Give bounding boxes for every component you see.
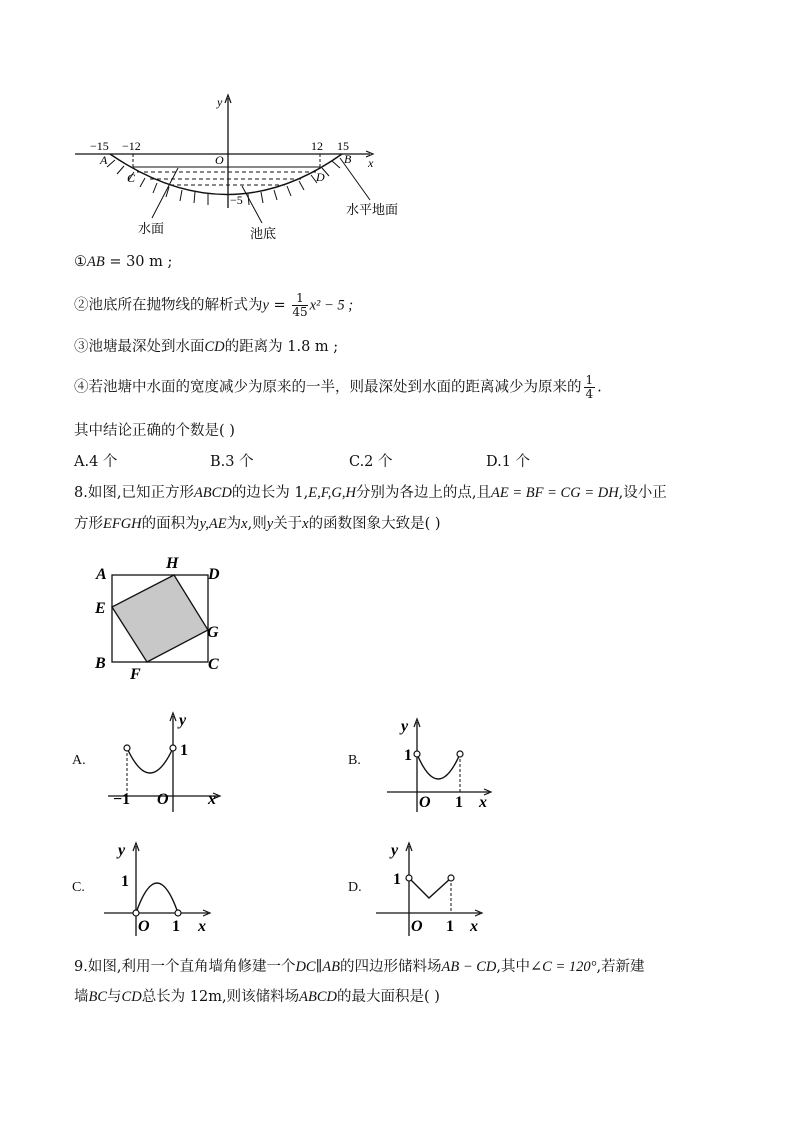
label-water: 水面 [138, 221, 165, 236]
graph-b-x: x [479, 794, 487, 811]
graph-d-one-x: 1 [446, 918, 454, 935]
graph-c-one-x: 1 [172, 918, 180, 935]
label-neg5: −5 [230, 193, 243, 207]
square-label-a: A [96, 566, 107, 583]
q7-option-d[interactable]: D.1 个 [486, 454, 531, 470]
q8-option-c-label[interactable]: C. [72, 880, 85, 895]
graph-b-o: O [419, 794, 431, 811]
label-a: A [100, 153, 108, 167]
square-label-g: G [207, 624, 219, 641]
graph-option-b[interactable] [383, 714, 503, 824]
graph-d-o: O [411, 918, 423, 935]
graph-c-o: O [138, 918, 150, 935]
label-x: x [368, 156, 374, 170]
q7-option-a[interactable]: A.4 个 [74, 454, 118, 470]
label-b: B [344, 152, 352, 166]
square-label-e: E [95, 600, 106, 617]
q7-stem: 其中结论正确的个数是( ) [74, 423, 235, 439]
q8-option-d-label[interactable]: D. [348, 880, 362, 895]
graph-d-x: x [470, 918, 478, 935]
label-neg12: −12 [122, 139, 141, 153]
graph-b-one: 1 [404, 747, 412, 764]
graph-b-y: y [401, 718, 409, 735]
graph-c-x: x [198, 918, 206, 935]
graph-a-o: O [157, 791, 169, 808]
label-d: D [316, 170, 325, 184]
label-c: C [127, 171, 136, 185]
q7-option-c[interactable]: C.2 个 [349, 454, 393, 470]
square-label-d: D [208, 566, 220, 583]
graph-c-y: y [118, 842, 126, 859]
graph-a-neg1: −1 [113, 791, 131, 808]
label-neg15: −15 [90, 139, 109, 153]
graph-option-d[interactable] [372, 838, 497, 948]
graph-option-a[interactable] [100, 708, 230, 818]
statement-2: ②池底所在抛物线的解析式为y = $\frac{1}{45}$ x² − 5 ; [74, 291, 354, 319]
pond-figure [70, 90, 420, 245]
label-origin: O [215, 153, 224, 167]
q8-option-a-label[interactable]: A. [72, 753, 86, 768]
q8-option-b-label[interactable]: B. [348, 753, 361, 768]
label-ground: 水平地面 [346, 202, 399, 217]
graph-a-y: y [179, 712, 187, 729]
graph-a-one: 1 [180, 742, 188, 759]
graph-c-one: 1 [121, 873, 129, 890]
statement-4: ④若池塘中水面的宽度减少为原来的一半，则最深处到水面的距离减少为原来的 $\frac{1}{4}$ . [74, 373, 602, 401]
label-pos15: 15 [337, 139, 349, 153]
graph-option-c[interactable] [100, 838, 225, 948]
label-bottom: 池底 [250, 226, 277, 241]
square-label-h: H [166, 555, 179, 572]
square-label-f: F [130, 666, 141, 682]
q7-option-b[interactable]: B.3 个 [210, 454, 254, 470]
fraction-1-4: $\frac{1}{4}$ [585, 373, 594, 401]
square-figure [90, 552, 235, 682]
statement-3: ③池塘最深处到水面CD的距离为 1.8 m ; [74, 339, 339, 355]
graph-a-x: x [208, 791, 216, 808]
square-label-c: C [208, 656, 219, 673]
graph-d-one: 1 [393, 871, 401, 888]
graph-b-one-x: 1 [455, 794, 463, 811]
label-pos12: 12 [311, 139, 323, 153]
statement-1: ①AB = 30 m ; [74, 254, 173, 270]
q8-stem-line2: 方形EFGH的面积为y,AE为x,则y关于x的函数图象大致是( ) [74, 516, 441, 532]
q9-stem-line1: 9.如图,利用一个直角墙角修建一个DC∥AB的四边形储料场AB − CD,其中∠C = 120°,若新建 [74, 959, 645, 975]
square-label-b: B [95, 655, 106, 672]
fraction-1-45: $\frac{1}{45}$ [292, 291, 308, 319]
q8-stem-line1: 8.如图,已知正方形ABCD的边长为 1,E,F,G,H分别为各边上的点,且AE = BF = CG = DH,设小正 [74, 485, 667, 501]
q9-stem-line2: 墙BC与CD总长为 12m,则该储料场ABCD的最大面积是( ) [74, 989, 440, 1005]
label-y: y [217, 95, 223, 109]
graph-d-y: y [391, 842, 399, 859]
